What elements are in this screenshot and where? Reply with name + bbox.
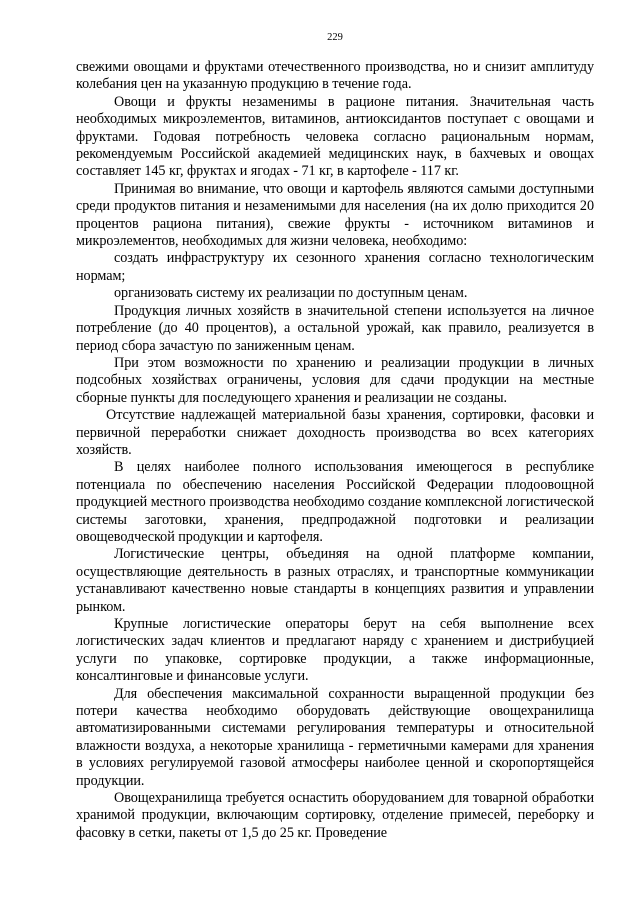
- paragraph: При этом возможности по хранению и реализации продукции в личных подсобных хозяйствах ограничены, условия для сдачи продукции на местные сборные пункты для последующего хранения и реализации не созданы.: [76, 354, 594, 406]
- paragraph: Овощи и фрукты незаменимы в рационе питания. Значительная часть необходимых микроэлементов, витаминов, антиоксидантов поступает с овощами и фруктами. Годовая потребность человека согласно рациональным нормам, рекомендуемым Российской академией медицинских наук, в бахчевых и овощах составляет 145 кг, фруктах и ягодах - 71 кг, в картофеле - 117 кг.: [76, 93, 594, 180]
- paragraph: организовать систему их реализации по доступным ценам.: [114, 285, 468, 302]
- paragraph: Принимая во внимание, что овощи и картофель являются самыми доступными среди продуктов питания и незаменимыми для населения (на их долю приходится 20 процентов рациона питания), свежие фрукты - источником витаминов и микроэлементов, необходимых для жизни человека, необходимо:: [76, 180, 594, 250]
- paragraph: Овощехранилища требуется оснастить оборудованием для товарной обработки хранимой продукции, включающим сортировку, отделение примесей, переборку и фасовку в сетки, пакеты от 1,5 до 25 кг. Проведение: [76, 790, 594, 841]
- document-body: [76, 59, 594, 842]
- paragraph: Отсутствие надлежащей материальной базы хранения, сортировки, фасовки и первичной переработки снижает доходность производства во всех категориях хозяйств.: [76, 407, 594, 458]
- paragraph: свежими овощами и фруктами отечественного производства, но и снизит амплитуду колебания цен на указанную продукцию в течение года.: [76, 59, 594, 93]
- paragraph: Логистические центры, объединяя на одной платформе компании, осуществляющие деятельность в разных отраслях, и транспортные коммуникации устанавливают качественно новые стандарты в концепциях развития и управлении рынком.: [76, 546, 594, 615]
- page-number: 229: [327, 32, 343, 43]
- paragraph: создать инфраструктуру их сезонного хранения согласно технологическим нормам;: [76, 250, 594, 284]
- paragraph: В целях наиболее полного использования имеющегося в республике потенциала по обеспечению населения Российской Федерации плодоовощной продукцией местного производства необходимо создание комплексной логистической системы заготовки, хранения, предпродажной подготовки и реализации овощеводческой продукции и картофеля.: [76, 459, 594, 545]
- paragraph: Крупные логистические операторы берут на себя выполнение всех логистических задач клиентов и предлагают наряду с хранением и дистрибуцией услуги по упаковке, сортировке продукции, а также информационные, консалтинговые и финансовые услуги.: [76, 616, 594, 685]
- paragraph: Продукция личных хозяйств в значительной степени используется на личное потребление (до 40 процентов), а остальной урожай, как правило, реализуется в период сбора зачастую по заниженным ценам.: [76, 302, 594, 354]
- paragraph: Для обеспечения максимальной сохранности выращенной продукции без потери качества необходимо оборудовать действующие овощехранилища автоматизированными системами регулирования температуры и относительной влажности воздуха, а некоторые хранилища - герметичными камерами для хранения в условиях регулируемой газовой атмосферы наиболее ценной и скоропортящейся продукции.: [76, 685, 594, 789]
